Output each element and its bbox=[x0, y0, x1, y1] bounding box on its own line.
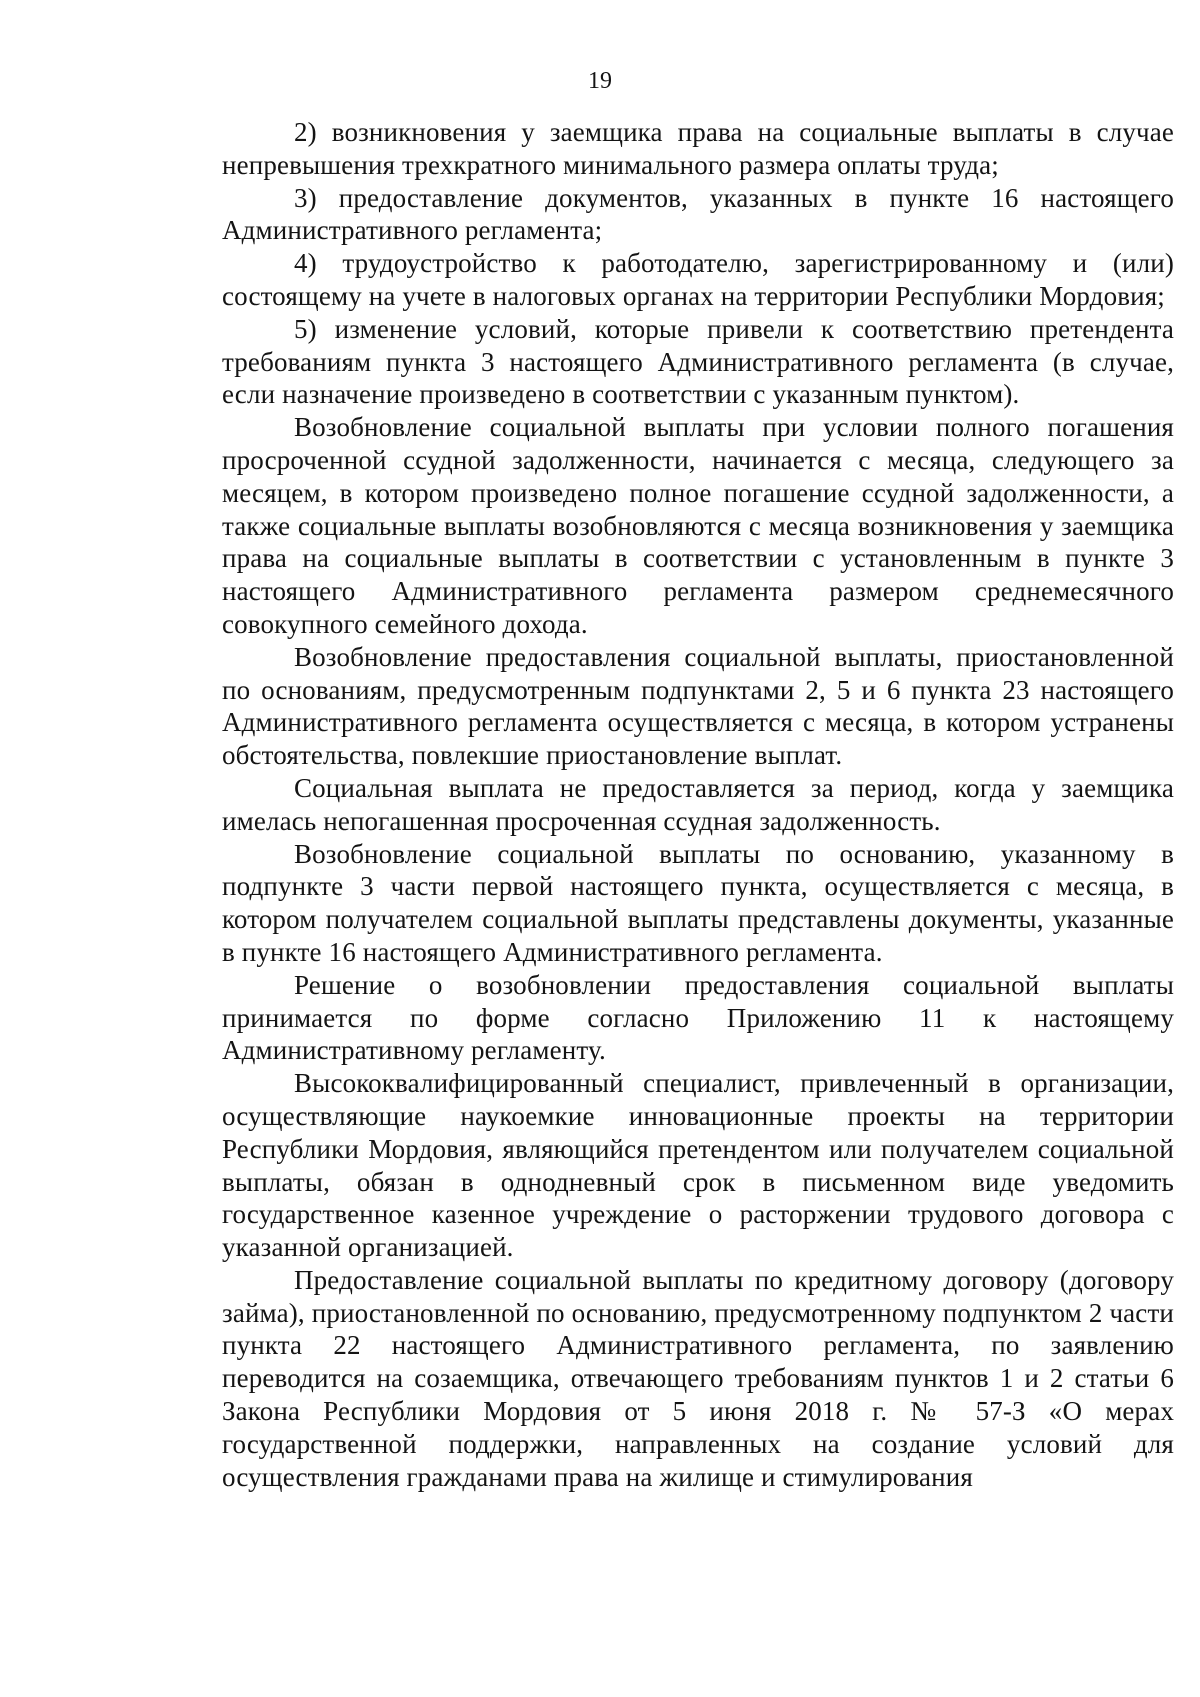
paragraph-specialist-notice: Высококвалифицированный специалист, привлеченный в организации, осуществляющие наукоемкие инновационные проекты на территории Республики Мордовия, являющийся претендентом или получателем социальной выплаты, обязан в однодневный срок в письменном виде уведомить государственное казенное учреждение о расторжении трудового договора с указанной организацией. bbox=[222, 1068, 1174, 1263]
paragraph-resumption-after-debt: Возобновление социальной выплаты при условии полного погашения просроченной ссудной задолженности, начинается с месяца, следующего за месяцем, в котором произведено полное погашение ссудной задолженности, а также социальные выплаты возобновляются с месяца возникновения у заемщика права на социальные выплаты в соответствии с установленным в пункте 3 настоящего Административного регламента размером среднемесячного совокупного семейного дохода. bbox=[222, 412, 1174, 639]
paragraph-co-borrower-transfer: Предоставление социальной выплаты по кредитному договору (договору займа), приостановленной по основанию, предусмотренному подпунктом 2 части пункта 22 настоящего Административного регламента, по заявлению переводится на созаемщика, отвечающего требованиям пунктов 1 и 2 статьи 6 Закона Республики Мордовия от 5 июня 2018 г. № 57-З «О мерах государственной поддержки, направленных на создание условий для осуществления гражданами права на жилище и стимулирования bbox=[222, 1264, 1174, 1492]
page-number: 19 bbox=[588, 68, 612, 94]
paragraph-subitem-2: 2) возникновения у заемщика права на социальные выплаты в случае непревышения трехкратного минимального размера оплаты труда; bbox=[222, 117, 1174, 180]
paragraph-subitem-4: 4) трудоустройство к работодателю, зарегистрированному и (или) состоящему на учете в налоговых органах на территории Республики Мордовия; bbox=[222, 248, 1174, 311]
paragraph-resumption-decision: Решение о возобновлении предоставления социальной выплаты принимается по форме согласно Приложению 11 к настоящему Административному регламенту. bbox=[222, 969, 1174, 1066]
document-body bbox=[222, 116, 1174, 1493]
paragraph-resumption-documents: Возобновление социальной выплаты по основанию, указанному в подпункте 3 части первой настоящего пункта, осуществляется с месяца, в котором получателем социальной выплаты представлены документы, указанные в пункте 16 настоящего Административного регламента. bbox=[222, 838, 1174, 967]
paragraph-subitem-5: 5) изменение условий, которые привели к соответствию претендента требованиям пункта 3 настоящего Административного регламента (в случае, если назначение произведено в соответствии с указанным пунктом). bbox=[222, 313, 1174, 410]
paragraph-resumption-suspended: Возобновление предоставления социальной выплаты, приостановленной по основаниям, предусмотренным подпунктами 2, 5 и 6 пункта 23 настоящего Административного регламента осуществляется с месяца, в котором устранены обстоятельства, повлекшие приостановление выплат. bbox=[222, 641, 1174, 771]
paragraph-no-payment-period: Социальная выплата не предоставляется за период, когда у заемщика имелась непогашенная просроченная ссудная задолженность. bbox=[222, 772, 1174, 836]
paragraph-subitem-3: 3) предоставление документов, указанных в пункте 16 настоящего Административного регламента; bbox=[222, 182, 1174, 246]
